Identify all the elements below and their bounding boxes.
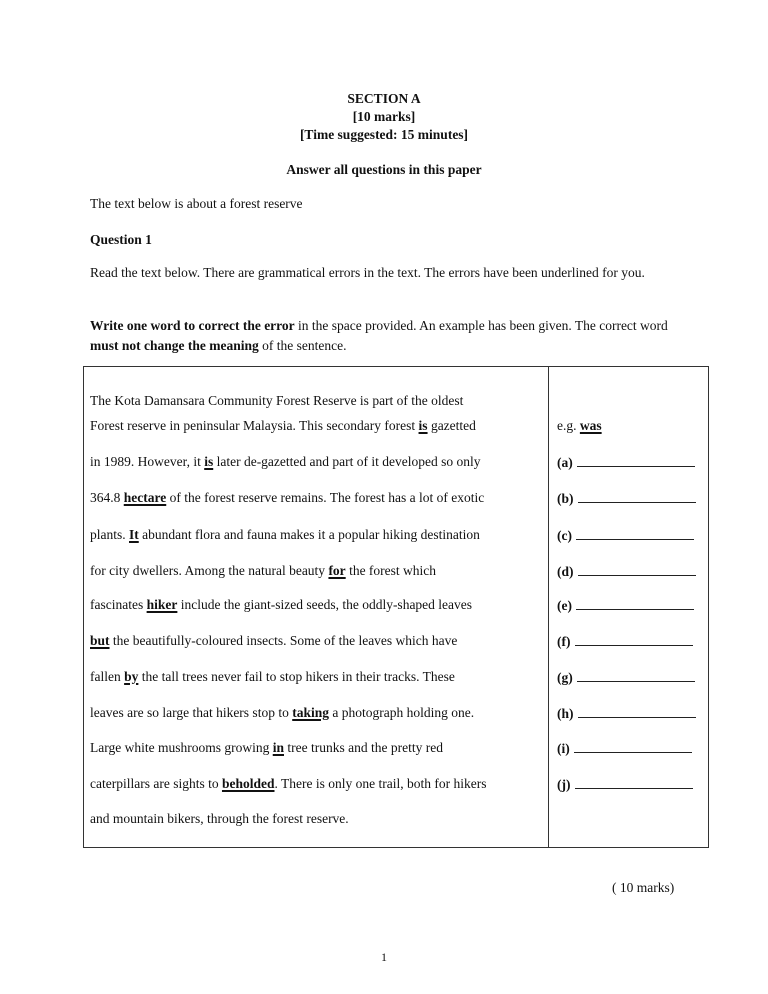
- example-word: was: [579, 418, 602, 433]
- answer-blank[interactable]: [577, 454, 695, 467]
- error-word: hectare: [123, 490, 167, 505]
- table-divider: [548, 366, 549, 848]
- answer-h: (h): [557, 705, 696, 722]
- answer-c: (c): [557, 527, 694, 544]
- directions-bold-2: must not change the meaning: [90, 338, 259, 353]
- passage-line: plants. It abundant flora and fauna makes it a popular hiking destination: [90, 527, 480, 542]
- answer-i: (i): [557, 740, 692, 757]
- passage-line: fallen by the tall trees never fail to stop hikers in their tracks. These: [90, 669, 455, 684]
- time-suggested: [Time suggested: 15 minutes]: [299, 127, 469, 142]
- passage-line: 364.8 hectare of the forest reserve remains. The forest has a lot of exotic: [90, 490, 485, 505]
- passage-line: Large white mushrooms growing in tree trunks and the pretty red: [90, 740, 443, 755]
- passage-line: The Kota Damansara Community Forest Reserve is part of the oldest: [90, 393, 464, 408]
- total-marks: ( 10 marks): [612, 880, 675, 895]
- answer-blank[interactable]: [574, 740, 692, 753]
- answer-e: (e): [557, 597, 694, 614]
- answer-blank[interactable]: [576, 527, 694, 540]
- intro-text: The text below is about a forest reserve: [90, 196, 303, 211]
- answer-j: (j): [557, 776, 693, 793]
- passage-line: caterpillars are sights to beholded. There is only one trail, both for hikers: [90, 776, 487, 791]
- answer-blank[interactable]: [575, 776, 693, 789]
- question-title: Question 1: [90, 232, 152, 247]
- example-answer: e.g. was: [557, 418, 602, 433]
- answer-f: (f): [557, 633, 693, 650]
- error-word: beholded: [221, 776, 275, 791]
- instruction: Answer all questions in this paper: [286, 162, 482, 177]
- error-word: for: [328, 563, 346, 578]
- directions-bold-1: Write one word to correct the error: [90, 318, 295, 333]
- answer-blank[interactable]: [577, 669, 695, 682]
- passage-line: for city dwellers. Among the natural beauty for the forest which: [90, 563, 437, 578]
- answer-b: (b): [557, 490, 696, 507]
- passage-line: and mountain bikers, through the forest reserve.: [90, 811, 349, 826]
- answer-blank[interactable]: [578, 490, 696, 503]
- question-instructions: Read the text below. There are grammatical errors in the text. The errors have been underlined for you.: [90, 265, 645, 280]
- answer-blank[interactable]: [576, 597, 694, 610]
- directions-text-2: of the sentence.: [258, 338, 347, 353]
- passage-line: in 1989. However, it is later de-gazetted and part of it developed so only: [90, 454, 481, 469]
- passage-line: leaves are so large that hikers stop to taking a photograph holding one.: [90, 705, 475, 720]
- passage-line: Forest reserve in peninsular Malaysia. This secondary forest is gazetted: [90, 418, 476, 433]
- answer-a: (a): [557, 454, 695, 471]
- answer-d: (d): [557, 563, 696, 580]
- passage-line: but the beautifully-coloured insects. Some of the leaves which have: [90, 633, 458, 648]
- error-word: by: [124, 669, 139, 684]
- directions-text-1: in the space provided. An example has been given. The correct word: [294, 318, 668, 333]
- section-marks: [10 marks]: [352, 109, 416, 124]
- answer-blank[interactable]: [578, 705, 696, 718]
- passage-line: fascinates hiker include the giant-sized seeds, the oddly-shaped leaves: [90, 597, 473, 612]
- error-word: hiker: [146, 597, 178, 612]
- page-number: 1: [381, 950, 387, 964]
- section-title: SECTION A: [347, 91, 421, 106]
- error-word: is: [204, 454, 214, 469]
- error-word: in: [272, 740, 284, 755]
- answer-blank[interactable]: [575, 633, 693, 646]
- answer-g: (g): [557, 669, 695, 686]
- error-word: but: [90, 633, 110, 648]
- error-word: taking: [292, 705, 329, 720]
- question-directions: [90, 316, 690, 356]
- error-word: is: [418, 418, 428, 433]
- error-word: It: [129, 527, 139, 542]
- answer-blank[interactable]: [578, 563, 696, 576]
